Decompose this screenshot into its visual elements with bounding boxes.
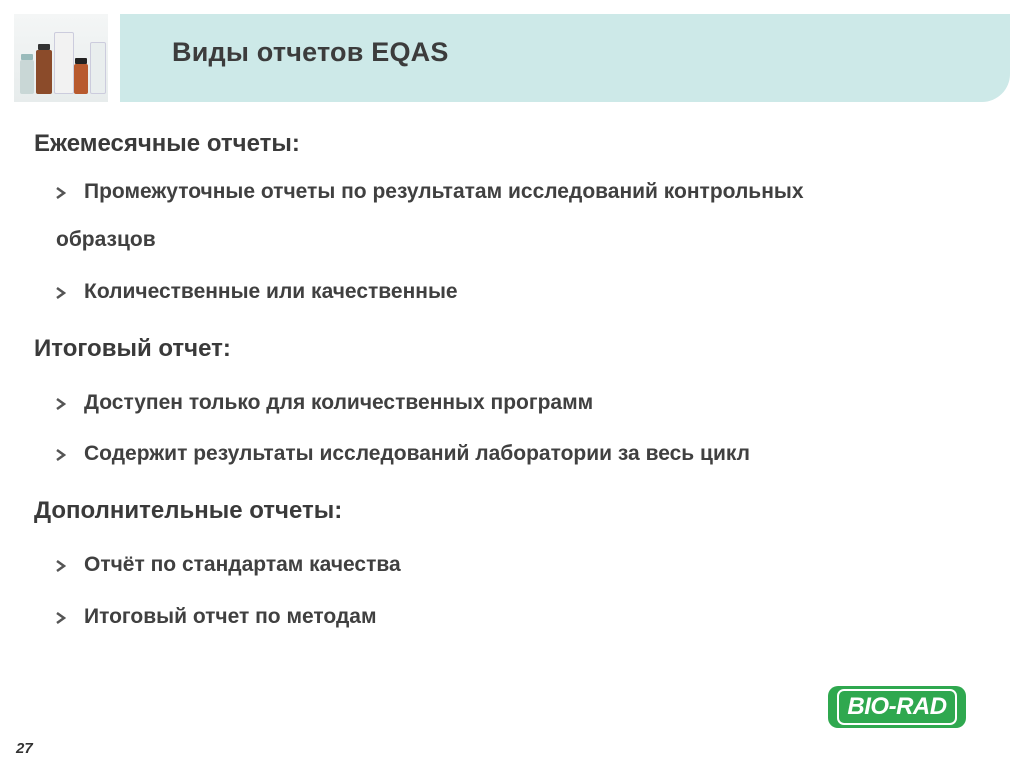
bullet-item bbox=[56, 280, 458, 304]
logo-text: BIO-RAD bbox=[837, 689, 956, 725]
bullet-text: Содержит результаты исследований лаборатории за весь цикл bbox=[84, 442, 750, 465]
bullet-text: Отчёт по стандартам качества bbox=[84, 553, 401, 576]
bullet-item bbox=[56, 442, 750, 466]
bullet-text: Промежуточные отчеты по результатам исследований контрольных bbox=[84, 180, 804, 203]
chevron-right-icon bbox=[56, 287, 66, 299]
section-heading-final: Итоговый отчет: bbox=[34, 335, 231, 362]
chevron-right-icon bbox=[56, 612, 66, 624]
bullet-text: Количественные или качественные bbox=[84, 280, 458, 303]
chevron-right-icon bbox=[56, 187, 66, 199]
bullet-item bbox=[56, 180, 804, 204]
section-heading-additional: Дополнительные отчеты: bbox=[34, 497, 343, 524]
lab-bottles-image bbox=[14, 14, 108, 102]
bullet-item bbox=[56, 605, 377, 629]
bullet-item bbox=[56, 553, 401, 577]
bullet-text-continuation: образцов bbox=[56, 228, 156, 251]
bullet-text: Итоговый отчет по методам bbox=[84, 605, 377, 628]
bullet-item bbox=[56, 391, 593, 415]
chevron-right-icon bbox=[56, 398, 66, 410]
chevron-right-icon bbox=[56, 560, 66, 572]
section-heading-monthly: Ежемесячные отчеты: bbox=[34, 130, 300, 157]
page-number: 27 bbox=[16, 740, 33, 757]
chevron-right-icon bbox=[56, 449, 66, 461]
slide-title: Виды отчетов EQAS bbox=[172, 37, 449, 67]
bio-rad-logo bbox=[828, 686, 966, 728]
bullet-text: Доступен только для количественных программ bbox=[84, 391, 594, 414]
